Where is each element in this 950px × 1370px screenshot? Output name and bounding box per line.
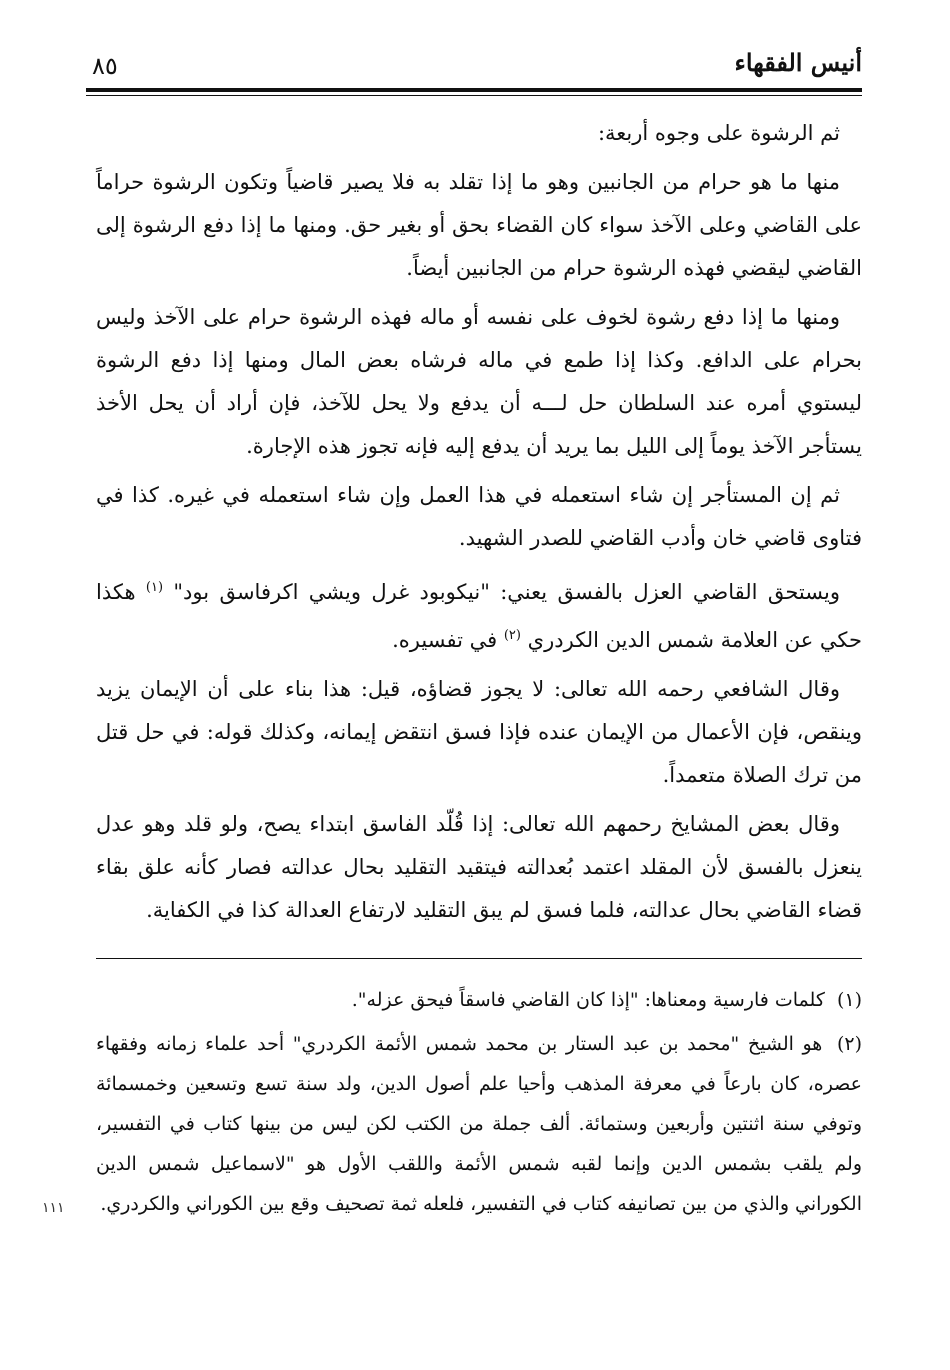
footnote-1-number: (١) xyxy=(836,989,862,1011)
paragraph-4: ثم إن المستأجر إن شاء استعمله في هذا العمل وإن شاء استعمله في غيره. كذا في فتاوى قاضي خان وأدب القاضي للصدر الشهيد. xyxy=(96,483,862,550)
running-title: أنيس الفقهاء xyxy=(734,48,862,77)
paragraph-5-part-c: في تفسيره. xyxy=(392,628,498,652)
footnote-2 xyxy=(96,1024,862,1224)
page-header xyxy=(86,40,862,100)
footnote-ref-1[interactable]: (١) xyxy=(145,580,164,595)
paragraph-5-part-b: هكذا حكي عن العلامة شمس الدين الكردري xyxy=(96,580,862,652)
paragraph-5-part-a: ويستحق القاضي العزل بالفسق يعني: "نيكوبود غرل ويشي اكرفاسق بود" xyxy=(173,580,840,604)
footnote-ref-2[interactable]: (٢) xyxy=(503,628,521,643)
header-rule-thick xyxy=(86,88,862,92)
footnote-1 xyxy=(96,980,862,1020)
main-text xyxy=(96,112,862,938)
paragraph-5 xyxy=(96,566,862,662)
footnote-2-text: هو الشيخ "محمد بن عبد الستار بن محمد شمس الأئمة الكردري" أحد علماء زمانه وفقهاء عصره، كان بارعاً في معرفة المذهب وأحيا علم أصول الدين، ولد سنة تسع وتسعين وخمسمائة وتوفي سنة اثنتين وأربعين وستمائة. ألف جملة من الكتب لكن ليس من بينها كتاب في التفسير، ولم يلقب بشمس الدين وإنما لقبه شمس الأئمة واللقب الأول هو "لاسماعيل شمس الدين الكوراني والذي من بين تصانيفه كتاب في التفسير، فلعله ثمة تصحيف وقع بين الكوراني والكردري. xyxy=(96,1033,862,1215)
paragraph-2: منها ما هو حرام من الجانبين وهو ما إذا تقلد به فلا يصير قاضياً وتكون الرشوة حراماً على القاضي وعلى الآخذ سواء كان القضاء بحق أو بغير حق. ومنها ما إذا دفع الرشوة إلى القاضي ليقضي فهذه الرشوة حرام من الجانبين أيضاً. xyxy=(96,170,862,280)
paragraph-7: وقال بعض المشايخ رحمهم الله تعالى: إذا قُلّد الفاسق ابتداء يصح، ولو قلد وهو عدل ينعزل بالفسق لأن المقلد اعتمد بُعدالته فيتقيد التقليد بحال عدالته فصار كأنه علق بقاء قضاء القاضي بحال عدالته، فلما فسق لم يبق التقليد لارتفاع العدالة كذا في الكفاية. xyxy=(96,812,862,922)
footnote-2-number: (٢) xyxy=(836,1033,862,1055)
paragraph-3: ومنها ما إذا دفع رشوة لخوف على نفسه أو ماله فهذه الرشوة حرام على الآخذ وليس بحرام على الدافع. وكذا إذا طمع في ماله فرشاه بعض المال ومنها إذا دفع الرشوة ليستوي أمره عند السلطان حل لـــه أن يدفع ولا يحل للآخذ، فإن أراد أن يحل الأخذ يستأجر الآخذ يوماً إلى الليل بما يريد أن يدفع إليه فإنه تجوز هذه الإجارة. xyxy=(96,305,862,458)
margin-mark: ١١١ xyxy=(42,1200,65,1216)
page-number: ٨٥ xyxy=(92,52,118,80)
footnote-1-text: كلمات فارسية ومعناها: "إذا كان القاضي فاسقاً فيحق عزله". xyxy=(351,989,825,1011)
header-rule-thin xyxy=(86,95,862,96)
paragraph-6: وقال الشافعي رحمه الله تعالى: لا يجوز قضاؤه، قيل: هذا بناء على أن الإيمان يزيد وينقص، فإن الأعمال من الإيمان عنده فإذا فسق انتقض إيمانه، وكذلك قوله: في حل قتل من ترك الصلاة متعمداً. xyxy=(96,677,862,787)
footnote-separator xyxy=(96,958,862,959)
paragraph-1: ثم الرشوة على وجوه أربعة: xyxy=(597,121,840,145)
footnotes xyxy=(96,980,862,1228)
